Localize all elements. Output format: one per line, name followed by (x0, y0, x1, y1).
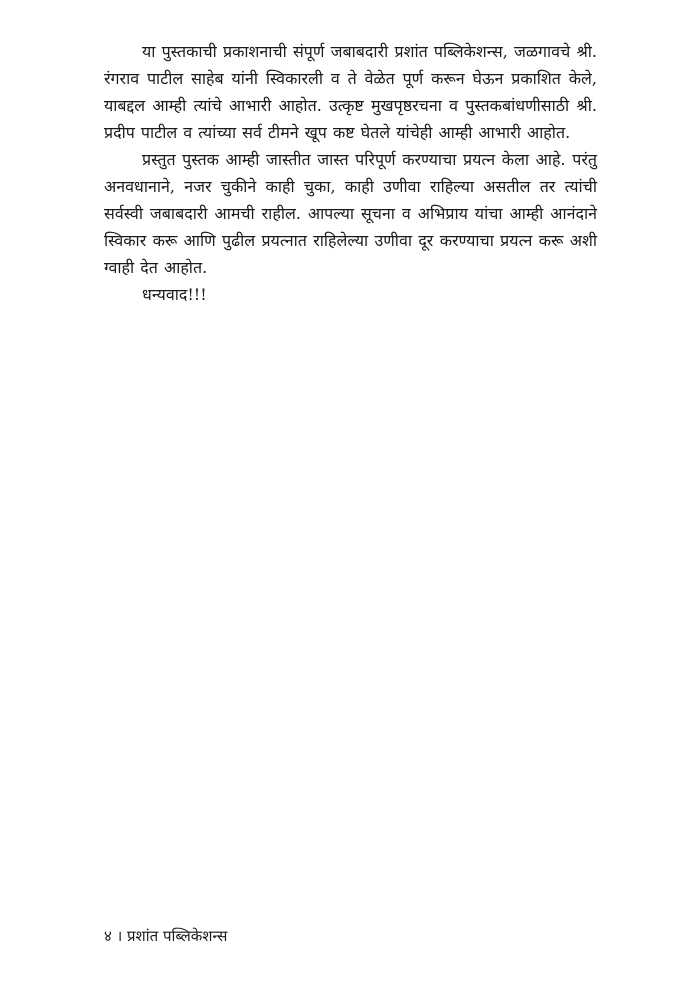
paragraph-acknowledgement: या पुस्तकाची प्रकाशनाची संपूर्ण जबाबदारी प्रशांत पब्लिकेशन्स, जळगावचे श्री. रंगराव पाटील साहेब यांनी स्विकारली व ते वेळेत पूर्ण करून घेऊन प्रकाशित केले, याबद्दल आम्ही त्यांचे आभारी आहोत. उत्कृष्ट मुखपृष्ठरचना व पुस्तकबांधणीसाठी श्री. प्रदीप पाटील व त्यांच्या सर्व टीमने खूप कष्ट घेतले यांचेही आम्ही आभारी आहोत. (104, 42, 597, 142)
signoff-text: धन्यवाद!!! (142, 285, 207, 304)
document-body (104, 38, 597, 308)
paragraph-disclaimer: प्रस्तुत पुस्तक आम्ही जास्तीत जास्त परिपूर्ण करण्याचा प्रयत्न केला आहे. परंतु अनवधानाने, नजर चुकीने काही चुका, काही उणीवा राहिल्या असतील तर त्यांची सर्वस्वी जबाबदारी आमची राहील. आपल्या सूचना व अभिप्राय यांचा आम्ही आनंदाने स्विकार करू आणि पुढील प्रयत्नात राहिलेल्या उणीवा दूर करण्याचा प्रयत्न करू अशी ग्वाही देत आहोत. (104, 150, 597, 277)
page-footer: ४ । प्रशांत पब्लिकेशन्स (104, 927, 228, 945)
